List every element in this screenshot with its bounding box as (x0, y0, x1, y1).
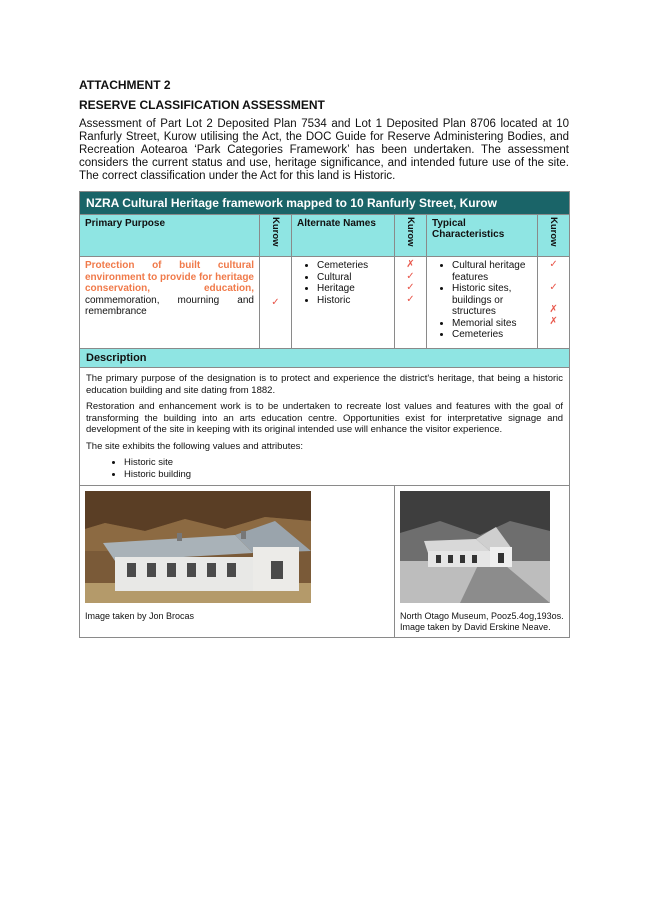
alternate-name-item: • Historic (317, 295, 389, 307)
alternate-name-item: • Cemeteries (317, 260, 389, 272)
characteristic-item: • Cemeteries (452, 329, 532, 341)
primary-purpose-rest: commemoration, mourning and remembrance (85, 294, 254, 317)
photo-caption-left: Image taken by Jon Brocas (85, 611, 195, 621)
table-title: NZRA Cultural Heritage framework mapped to 10 Ranfurly Street, Kurow (80, 192, 570, 215)
check-mark-icon: ✓ (406, 270, 415, 282)
photo-caption-right: North Otago Museum, Pooz5.4og,193os. Image taken by David Erskine Neave. (400, 611, 564, 632)
intro-paragraph: Assessment of Part Lot 2 Deposited Plan 7534 and Lot 1 Deposited Plan 8706 located at 10 Ranfurly Street, Kurow utilising the Act, the DOC Guide for Reserve Administering Bodies, and Recreation Aotearoa ‘Park Categories Framework’ has been undertaken. The assessment considers the current status and use, heritage significance, and intended future use of the site. The correct classification under the Act for this land is Historic. (79, 118, 569, 182)
description-para-1: The primary purpose of the designation is to protect and experience the district's heritage, that being a historic education building and site dating from 1882. (86, 373, 564, 396)
primary-purpose-mark-cell (260, 257, 292, 349)
description-header: Description (80, 349, 570, 368)
photo-cell-right (395, 486, 570, 638)
check-mark-icon: ✓ (271, 296, 280, 308)
alternate-marks-cell (395, 257, 427, 349)
primary-purpose-education: education, (150, 283, 254, 294)
school-building-photo-color (85, 491, 311, 603)
characteristic-item: • Cultural heritage features (452, 260, 532, 283)
typical-marks-cell (538, 257, 570, 349)
cross-mark-icon: ✗ (549, 304, 558, 315)
description-para-3: The site exhibits the following values and attributes: (86, 440, 304, 452)
description-para-2: Restoration and enhancement work is to be undertaken to recreate lost values and features with the goal of transforming the building into an arts education centre. Opportunities exist for interpretative signage and development of the site in keeping with its original intended use will enhance the visitor experience. (86, 401, 564, 435)
characteristic-item: • Memorial sites (452, 318, 532, 330)
value-attribute-item: • Historic building (124, 469, 563, 481)
alternate-name-item: • Heritage (317, 283, 389, 295)
primary-purpose-cell (80, 257, 260, 349)
characteristic-item: • Historic sites, buildings or structures (452, 283, 532, 318)
check-mark-icon: ✓ (406, 282, 415, 293)
alternate-names-cell (292, 257, 395, 349)
section-title: RESERVE CLASSIFICATION ASSESSMENT (79, 98, 325, 112)
header-kurow-1: Kurow (260, 215, 292, 257)
header-kurow-2: Kurow (395, 215, 427, 257)
school-building-photo-historic (400, 491, 550, 603)
value-attribute-item: • Historic site (124, 457, 563, 469)
cross-mark-icon: ✗ (549, 315, 558, 327)
check-mark-icon: ✓ (549, 281, 558, 293)
cross-mark-icon: ✗ (406, 259, 415, 270)
header-alternate-names: Alternate Names (292, 215, 395, 257)
header-typical-characteristics: Typical Characteristics (427, 215, 538, 257)
framework-table (79, 191, 570, 638)
header-kurow-3: Kurow (538, 215, 570, 257)
check-mark-icon: ✓ (406, 293, 415, 305)
photo-cell-left (80, 486, 395, 638)
typical-characteristics-cell (427, 257, 538, 349)
alternate-name-item: • Cultural (317, 272, 389, 284)
document-page (79, 78, 569, 638)
description-cell (80, 368, 570, 486)
check-mark-icon: ✓ (549, 259, 558, 270)
primary-purpose-highlight: Protection of built cultural environment to provide for heritage conservation, (85, 260, 254, 294)
attachment-title: ATTACHMENT 2 (79, 78, 171, 92)
header-primary-purpose: Primary Purpose (80, 215, 260, 257)
